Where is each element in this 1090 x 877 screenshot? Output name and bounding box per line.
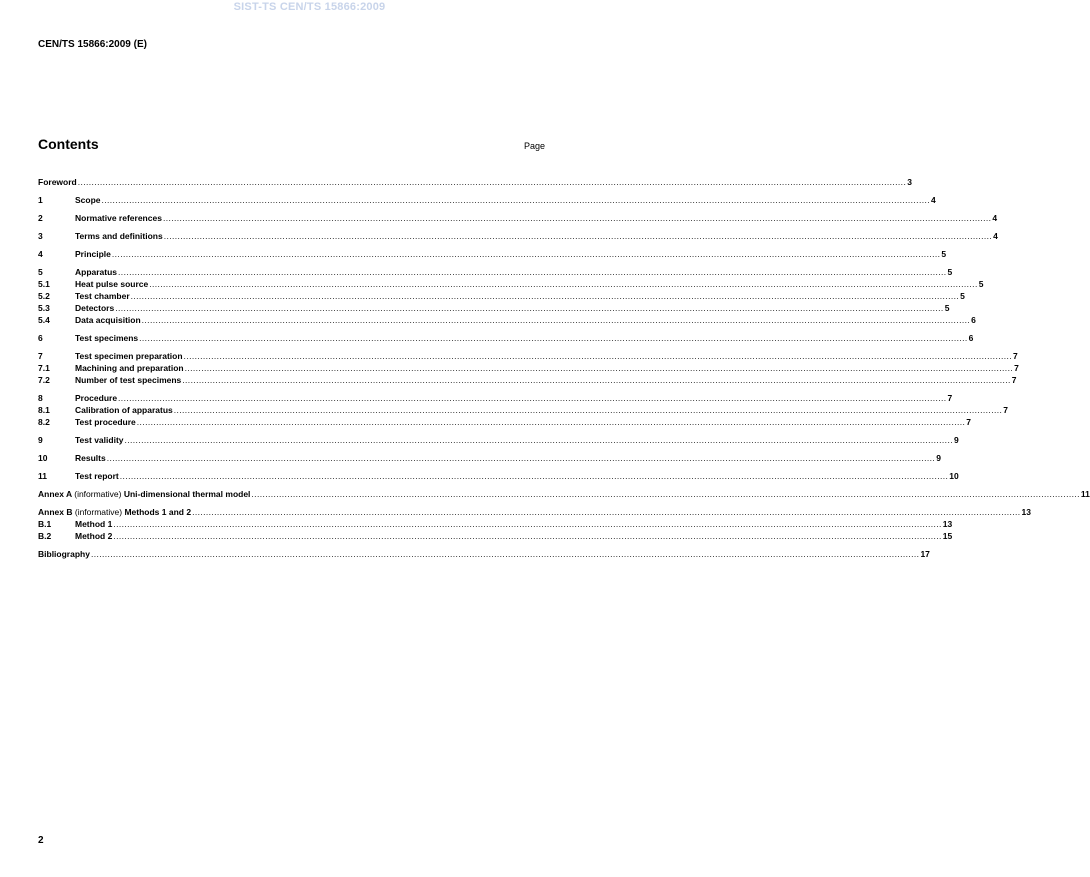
toc-entry-number: 2 (38, 213, 43, 223)
toc-leader-dots: ............................................................................................................................................................................................................................................................................................................ (183, 351, 1013, 361)
toc-leader-dots: ............................................................................................................................................................................................................................................................................................................ (119, 471, 949, 481)
toc-leader-dots: ............................................................................................................................................................................................................................................................................................................ (113, 531, 942, 541)
toc-entry-number: 4 (38, 249, 43, 259)
toc-entry-title: Procedure (75, 393, 118, 403)
toc-entry-page: 7 (966, 417, 971, 427)
page-number: 2 (38, 835, 44, 846)
toc-leader-dots: ............................................................................................................................................................................................................................................................................................................ (106, 453, 936, 463)
toc-entry-title: Terms and definitions (75, 231, 163, 241)
toc-entry-number: 7.1 (38, 363, 50, 373)
toc-entry-normative-references[interactable] (38, 212, 998, 224)
toc-entry-number: 5.3 (38, 303, 50, 313)
toc-entry-title: Test chamber (75, 291, 130, 301)
toc-entry-number: 11 (38, 471, 47, 481)
toc-entry-page: 7 (1011, 375, 1017, 385)
toc-leader-dots: ............................................................................................................................................................................................................................................................................................................ (90, 549, 920, 559)
toc-entry-title: Test specimens (75, 333, 139, 343)
toc-entry-number: 5 (38, 267, 43, 277)
toc-entry-number: 5.1 (38, 279, 50, 289)
toc-entry-title: Apparatus (75, 267, 118, 277)
toc-entry-number: 8.2 (38, 417, 50, 427)
toc-entry-page: 9 (953, 435, 959, 445)
toc-entry-test-procedure[interactable] (38, 416, 971, 428)
toc-entry-title: Normative references (75, 213, 162, 223)
toc-entry-title: Detectors (75, 303, 115, 313)
toc-entry-page: 5 (978, 279, 984, 289)
toc-entry-title: Machining and preparation (75, 363, 184, 373)
toc-entry-number: 9 (38, 435, 43, 445)
watermark: SIST-TS CEN/TS 15866:2009 (233, 1, 386, 13)
toc-entry-number: 8 (38, 393, 43, 403)
toc-entry-page: 7 (1013, 351, 1018, 361)
toc-leader-dots: ............................................................................................................................................................................................................................................................................................................ (192, 507, 1021, 517)
toc-entry-number: 6 (38, 333, 43, 343)
toc-entry-page: 15 (942, 531, 953, 541)
toc-entry-number: B.1 (38, 519, 52, 529)
toc-entry-test-specimens[interactable] (38, 332, 974, 344)
toc-entry-page: 3 (907, 177, 912, 187)
toc-entry-title: Test specimen preparation (75, 351, 183, 361)
toc-entry-page: 5 (947, 267, 953, 277)
toc-entry-number: 5.2 (38, 291, 50, 301)
toc-entry-calibration[interactable] (38, 404, 1008, 416)
toc-entry-title: Heat pulse source (75, 279, 149, 289)
toc-entry-results[interactable] (38, 452, 941, 464)
toc-entry-test-report[interactable] (38, 470, 959, 482)
toc-entry-number: 3 (38, 231, 43, 241)
toc-entry-title (38, 506, 191, 518)
page-column-label: Page (523, 141, 545, 151)
toc-leader-dots: ............................................................................................................................................................................................................................................................................................................ (113, 519, 942, 529)
toc-leader-dots: ............................................................................................................................................................................................................................................................................................................ (101, 195, 930, 205)
toc-leader-dots: ............................................................................................................................................................................................................................................................................................................ (251, 489, 1080, 499)
toc-entry-page: 6 (971, 315, 976, 325)
toc-leader-dots: ............................................................................................................................................................................................................................................................................................................ (163, 231, 993, 241)
toc-entry-number: 7 (38, 351, 43, 361)
toc-entry-procedure[interactable] (38, 392, 953, 404)
toc-entry-title: Scope (75, 195, 101, 205)
annex-qualifier: (informative) (74, 507, 123, 517)
toc-entry-bibliography[interactable] (38, 548, 930, 560)
toc-entry-page: 5 (941, 249, 947, 259)
toc-entry-title: Results (75, 453, 106, 463)
toc-entry-title: Test validity (75, 435, 124, 445)
toc-entry-method-2[interactable] (38, 530, 953, 542)
toc-leader-dots: ............................................................................................................................................................................................................................................................................................................ (115, 303, 944, 313)
toc-entry-page: 4 (931, 195, 936, 205)
toc-entry-title: Test report (75, 471, 119, 481)
toc-entry-page: 5 (944, 303, 950, 313)
toc-leader-dots: ............................................................................................................................................................................................................................................................................................................ (149, 279, 978, 289)
toc-entry-annex-a[interactable] (38, 488, 1090, 500)
toc-entry-title: Calibration of apparatus (75, 405, 173, 415)
toc-leader-dots: ............................................................................................................................................................................................................................................................................................................ (111, 249, 941, 259)
annex-label: Annex A (38, 489, 72, 499)
toc-entry-page: 7 (1003, 405, 1008, 415)
toc-entry-heat-pulse-source[interactable] (38, 278, 984, 290)
toc-entry-title: Number of test specimens (75, 375, 182, 385)
toc-leader-dots: ............................................................................................................................................................................................................................................................................................................ (173, 405, 1003, 415)
page-title: Contents (38, 136, 99, 152)
toc-entry-title: Method 2 (75, 531, 113, 541)
toc-entry-terms[interactable] (38, 230, 998, 242)
toc-entry-principle[interactable] (38, 248, 947, 260)
toc-entry-apparatus[interactable] (38, 266, 953, 278)
toc-entry-number: 8.1 (38, 405, 50, 415)
toc-entry-method-1[interactable] (38, 518, 953, 530)
toc-entry-page: 7 (1014, 363, 1019, 373)
toc-entry-title: Method 1 (75, 519, 113, 529)
annex-label: Annex B (38, 507, 73, 517)
toc-entry-page: 13 (1021, 507, 1032, 517)
toc-entry-page: 13 (942, 519, 953, 529)
toc-leader-dots: ............................................................................................................................................................................................................................................................................................................ (124, 435, 953, 445)
toc-entry-number-of-specimens[interactable] (38, 374, 1017, 386)
toc-entry-detectors[interactable] (38, 302, 950, 314)
toc-entry-page: 4 (993, 231, 998, 241)
toc-entry-number: B.2 (38, 531, 52, 541)
toc-entry-page: 10 (949, 471, 959, 481)
toc-entry-number: 5.4 (38, 315, 50, 325)
toc-leader-dots: ............................................................................................................................................................................................................................................................................................................ (139, 333, 968, 343)
toc-entry-page: 17 (920, 549, 930, 559)
annex-qualifier: (informative) (74, 489, 122, 499)
toc-leader-dots: ............................................................................................................................................................................................................................................................................................................ (130, 291, 960, 301)
toc-leader-dots: ............................................................................................................................................................................................................................................................................................................ (118, 393, 947, 403)
toc-entry-title: Data acquisition (75, 315, 141, 325)
toc-entry-number: 10 (38, 453, 48, 463)
document-id: CEN/TS 15866:2009 (E) (38, 39, 147, 50)
toc-entry-title (38, 488, 250, 500)
toc-leader-dots: ............................................................................................................................................................................................................................................................................................................ (77, 177, 907, 187)
toc-entry-specimen-preparation[interactable] (38, 350, 1018, 362)
toc-entry-page: 11 (1080, 489, 1090, 499)
toc-entry-title: Foreword (38, 177, 77, 187)
toc-entry-test-validity[interactable] (38, 434, 959, 446)
toc-entry-page: 9 (936, 453, 941, 463)
toc-entry-data-acquisition[interactable] (38, 314, 976, 326)
toc-leader-dots: ............................................................................................................................................................................................................................................................................................................ (184, 363, 1014, 373)
toc-entry-number: 7.2 (38, 375, 50, 385)
toc-entry-scope[interactable] (38, 194, 936, 206)
toc-entry-page: 7 (947, 393, 953, 403)
table-of-contents (38, 176, 1090, 560)
toc-entry-machining[interactable] (38, 362, 1019, 374)
toc-leader-dots: ............................................................................................................................................................................................................................................................................................................ (182, 375, 1011, 385)
toc-entry-title: Principle (75, 249, 111, 259)
toc-leader-dots: ............................................................................................................................................................................................................................................................................................................ (136, 417, 966, 427)
toc-leader-dots: ............................................................................................................................................................................................................................................................................................................ (141, 315, 971, 325)
toc-entry-annex-b[interactable] (38, 506, 1032, 518)
toc-entry-page: 6 (968, 333, 974, 343)
toc-leader-dots: ............................................................................................................................................................................................................................................................................................................ (118, 267, 947, 277)
toc-leader-dots: ............................................................................................................................................................................................................................................................................................................ (162, 213, 992, 223)
annex-subtitle: Methods 1 and 2 (124, 507, 192, 517)
toc-entry-page: 5 (960, 291, 965, 301)
toc-entry-title: Test procedure (75, 417, 136, 427)
toc-entry-page: 4 (992, 213, 998, 223)
toc-entry-test-chamber[interactable] (38, 290, 965, 302)
toc-entry-number: 1 (38, 195, 43, 205)
toc-entry-title: Bibliography (38, 549, 90, 559)
annex-subtitle: Uni-dimensional thermal model (123, 489, 251, 499)
toc-entry-foreword[interactable] (38, 176, 912, 188)
